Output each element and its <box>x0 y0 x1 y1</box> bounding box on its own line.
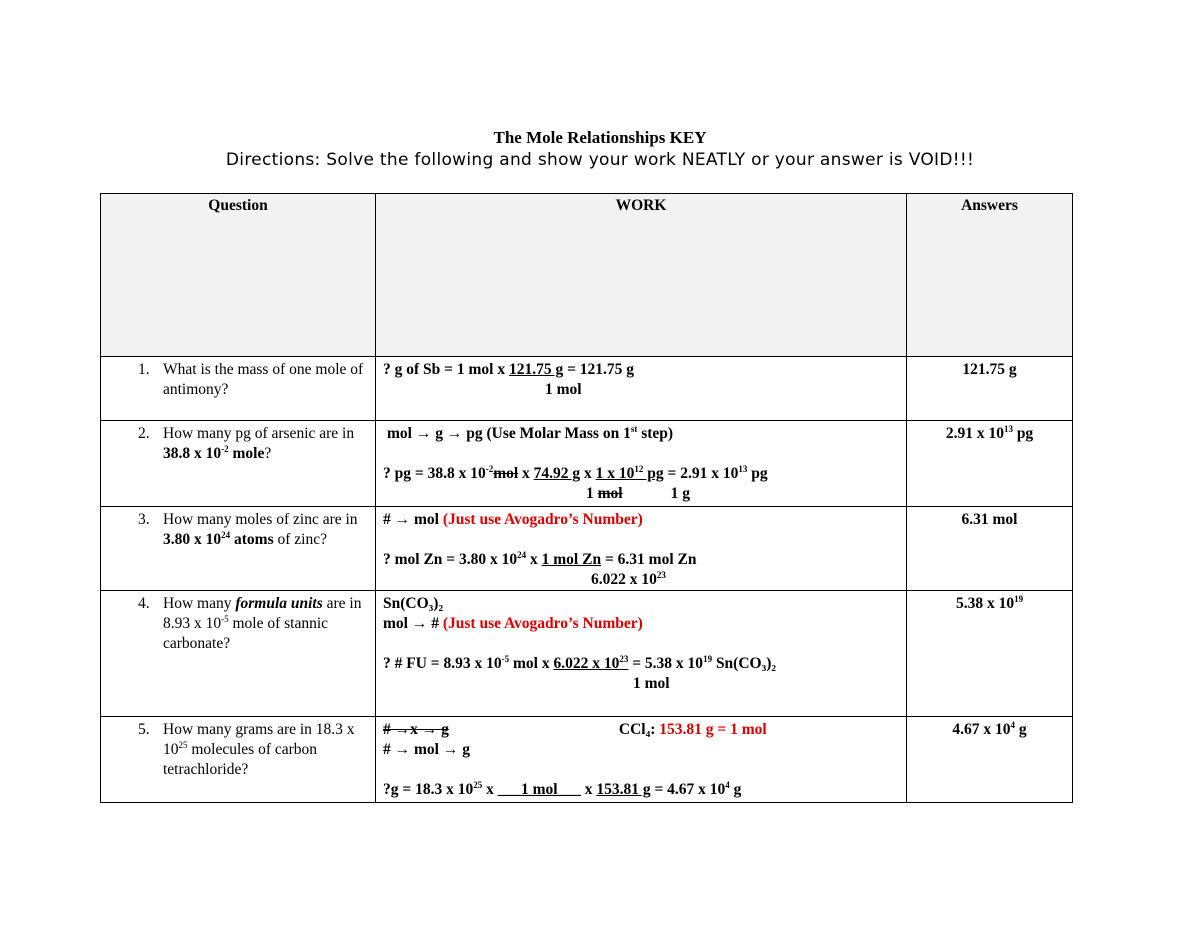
work-cell: # →x → g CCl₄: 153.81 g = 1 mol # → mol → g ?g = 18.3 x $10^{25}$ x ___1 mol___ x 153.81 g = 4.67 x $10^4$ g <box>376 717 907 803</box>
answer-cell: 4.67 x $10^4$ g <box>907 717 1073 803</box>
question-text: How many moles of zinc are in 3.80 x $10^{24}$ atoms of zinc? <box>163 511 358 548</box>
header-question: Question <box>101 194 376 357</box>
question-number: 1. <box>138 361 150 378</box>
table-row <box>101 421 1073 507</box>
directions-text: Directions: Solve the following and show your work NEATLY or your answer is VOID!!! <box>225 150 975 170</box>
page-title: The Mole Relationships KEY <box>493 128 707 147</box>
header-work: WORK <box>376 194 907 357</box>
question-text: What is the mass of one mole of antimony? <box>163 361 364 398</box>
question-number: 3. <box>138 511 150 528</box>
question-cell <box>101 421 376 507</box>
work-denominator: 1 mol <box>545 381 582 398</box>
work-cell: # → mol (Just use Avogadro’s Number) ? mol Zn = 3.80 x $10^{24}$ x 1 mol Zn = 6.31 mol Zn 6.022 x $10^{23}$ <box>376 507 907 591</box>
question-cell <box>101 591 376 717</box>
question-number: 4. <box>138 595 150 612</box>
work-cell: ? g of Sb = 1 mol x 121.75 g = 121.75 g 1 mol <box>376 357 907 421</box>
question-number: 2. <box>138 425 150 442</box>
table-row <box>101 507 1073 591</box>
answer-cell: 5.38 x $10^{19}$ <box>907 591 1073 717</box>
question-number: 5. <box>138 721 150 738</box>
table-row <box>101 591 1073 717</box>
question-text: How many formula units are in 8.93 x $10^{-5}$ mole of stannic carbonate? <box>163 595 362 652</box>
question-cell <box>101 357 376 421</box>
table-row <box>101 357 1073 421</box>
answer-cell: 6.31 mol <box>907 507 1073 591</box>
work-cell: mol → g → pg (Use Molar Mass on 1st step) ? pg = 38.8 x $10^{-2}mol$ x 74.92 g x 1 x $10^{12}$ pg = 2.91 x $10^{13}$ pg 1 mol 1 g <box>376 421 907 507</box>
question-text: How many grams are in 18.3 x $10^{25}$ molecules of carbon tetrachloride? <box>163 721 355 778</box>
work-cell: Sn(CO₃)₂ mol → # (Just use Avogadro’s Number) ? # FU = 8.93 x $10^{-5}$ mol x 6.022 x $10^{23} = 5.38$ x $10^{19}$ Sn(CO₃)₂ 1 mol <box>376 591 907 717</box>
question-cell <box>101 507 376 591</box>
header-answers: Answers <box>907 194 1073 357</box>
worksheet-table <box>100 193 1073 803</box>
answer-cell: 2.91 x $10^{13}$ pg <box>907 421 1073 507</box>
table-header-row <box>101 194 1073 357</box>
answer-cell: 121.75 g <box>907 357 1073 421</box>
question-text: How many pg of arsenic are in 38.8 x $10^{-2}$ mole? <box>163 425 355 462</box>
table-row <box>101 717 1073 803</box>
question-cell <box>101 717 376 803</box>
